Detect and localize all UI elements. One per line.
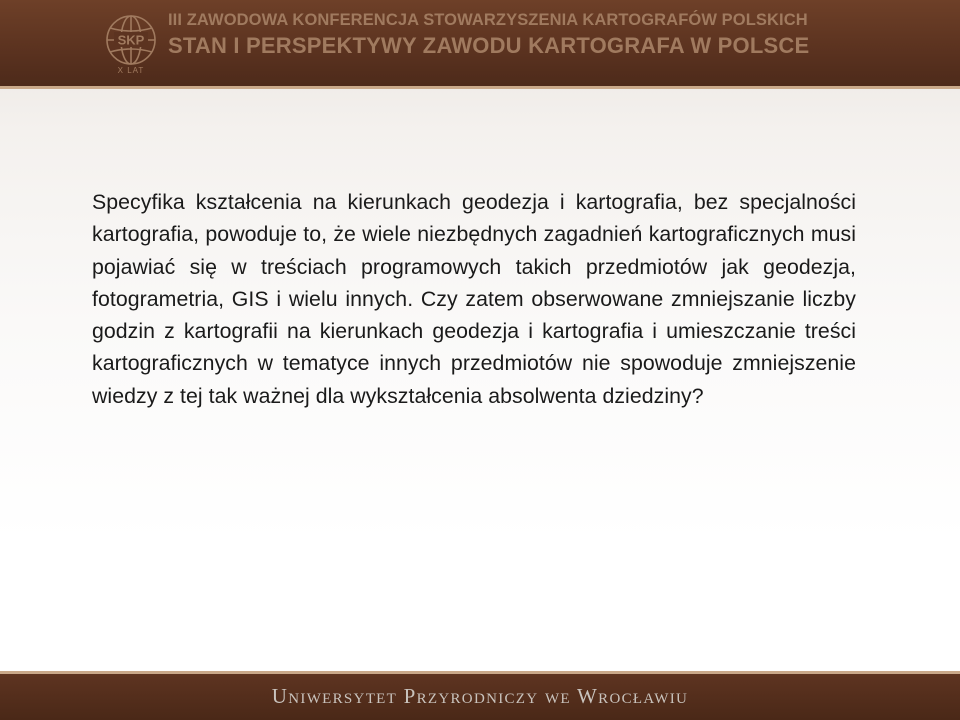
skp-globe-logo-icon [100, 10, 162, 76]
conference-title-line1: III ZAWODOWA KONFERENCJA STOWARZYSZENIA KARTOGRAFÓW POLSKICH [168, 11, 808, 29]
logo-bottom-text: X LAT [117, 66, 145, 75]
main-paragraph: Specyfika kształcenia na kierunkach geodezja i kartografia, bez specjalności kartografia, powoduje to, że wiele niezbędnych zagadnień kartograficznych musi pojawiać się w treściach programowych takich przedmiotów jak geodezja, fotogrametria, GIS i wielu innych. Czy zatem obserwowane zmniejszanie liczby godzin z kartografii na kierunkach geodezja i kartografia i umieszczanie treści kartograficznych w tematyce innych przedmiotów nie spowoduje zmniejszenie wiedzy z tej tak ważnej dla wykształcenia absolwenta dziedziny? [92, 190, 856, 408]
header-bar [0, 0, 960, 86]
logo-graphic [100, 10, 162, 76]
header-divider [0, 86, 960, 89]
conference-title-line2: STAN I PERSPEKTYWY ZAWODU KARTOGRAFA W POLSCE [168, 32, 810, 58]
university-name: Uniwersytet Przyrodniczy we Wrocławiu [271, 684, 689, 708]
logo-top-text: SKP [117, 32, 145, 48]
conference-title [168, 10, 948, 57]
